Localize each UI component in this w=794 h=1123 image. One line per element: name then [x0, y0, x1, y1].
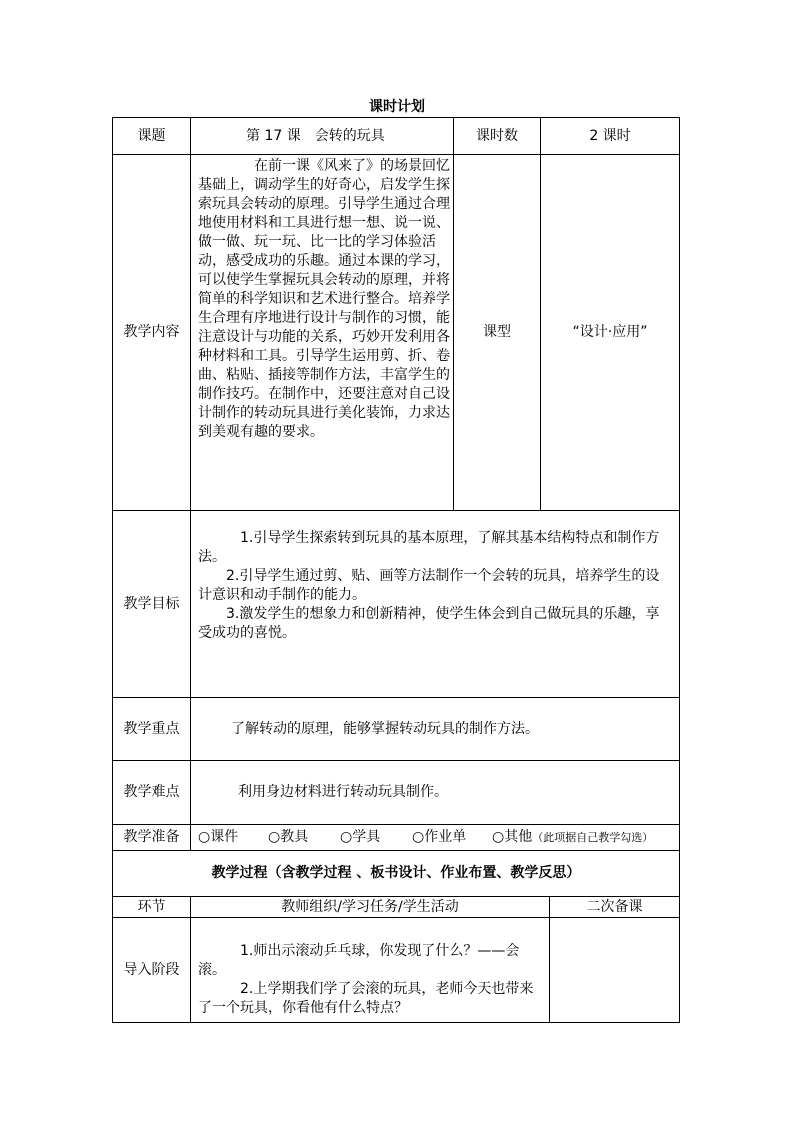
key-text: 了解转动的原理，能够掌握转动玩具的制作方法。	[231, 721, 539, 737]
radio-circle-icon: ○	[268, 829, 281, 845]
type-label: 课型	[483, 324, 511, 340]
prep-option-learning-aids[interactable]: ○学具	[340, 829, 381, 845]
key-label: 教学重点	[123, 720, 180, 737]
difficulty-text: 利用身边材料进行转动玩具制作。	[238, 784, 448, 800]
prep-note: （此项据自己教学勾选）	[532, 831, 654, 844]
difficulty-label: 教学难点	[123, 784, 180, 800]
hours-value: 2 课时	[589, 127, 631, 144]
content-label: 教学内容	[123, 324, 180, 340]
goals-list	[198, 529, 673, 643]
topic-label: 课题	[137, 127, 166, 144]
goal-item: 1.引导学生探索转到玩具的基本原理，了解其基本结构特点和制作方法。	[198, 530, 660, 565]
prep-option-worksheet[interactable]: ○作业单	[412, 829, 467, 845]
goal-item: 2.引导学生通过剪、贴、画等方法制作一个会转的玩具，培养学生的设计意识和动手制作的能力。	[198, 568, 660, 603]
col-activity: 教师组织/学习任务/学生活动	[281, 898, 459, 915]
prep-options	[198, 825, 678, 850]
process-heading: 教学过程（含教学过程 、板书设计、作业布置、教学反思）	[211, 865, 581, 881]
prep-option-teaching-aids[interactable]: ○教具	[268, 829, 309, 845]
radio-circle-icon: ○	[198, 829, 211, 845]
prep-option-other[interactable]: ○其他	[492, 829, 533, 845]
radio-circle-icon: ○	[340, 829, 353, 845]
goals-label: 教学目标	[123, 595, 180, 612]
radio-circle-icon: ○	[492, 829, 505, 845]
intro-item: 1.师出示滚动乒乓球，你发现了什么？——会滚。	[198, 943, 520, 978]
topic-value: 第 17 课 会转的玩具	[246, 128, 385, 144]
radio-circle-icon: ○	[412, 829, 425, 845]
intro-list	[198, 942, 544, 1018]
intro-label: 导入阶段	[123, 961, 180, 978]
goal-item: 3.激发学生的想象力和创新精神，使学生体会到自己做玩具的乐趣，享受成功的喜悦。	[198, 606, 660, 641]
intro-item: 2.上学期我们学了会滚的玩具，老师今天也带来了一个玩具，你看他有什么特点？	[198, 981, 534, 1016]
col-second-prep: 二次备课	[586, 898, 643, 915]
prep-label: 教学准备	[123, 829, 180, 845]
prep-option-courseware[interactable]: ○课件	[198, 829, 239, 845]
lesson-plan-table	[112, 117, 680, 1023]
hours-label: 课时数	[476, 127, 518, 144]
col-stage: 环节	[137, 898, 166, 915]
page-title: 课时计划	[369, 99, 425, 115]
content-text: 在前一课《风来了》的场景回忆基础上，调动学生的好奇心，启发学生探索玩具会转动的原理。引导学生通过合理地使用材料和工具进行想一想、说一说、做一做、玩一玩、比一比的学习体验活动，感受成功的乐趣。通过本课的学习，可以使学生掌握玩具会转动的原理，并将简单的科学知识和艺术进行整合。培养学生合理有序地进行设计与制作的习惯，能注意设计与功能的关系，巧妙开发利用各种材料和工具。引导学生运用剪、折、卷曲、粘贴、插接等制作方法，丰富学生的制作技巧。在制作中，还要注意对自己设计制作的转动玩具进行美化装饰，力求达到美观有趣的要求。	[198, 158, 450, 440]
type-value: “设计·应用”	[572, 324, 648, 340]
